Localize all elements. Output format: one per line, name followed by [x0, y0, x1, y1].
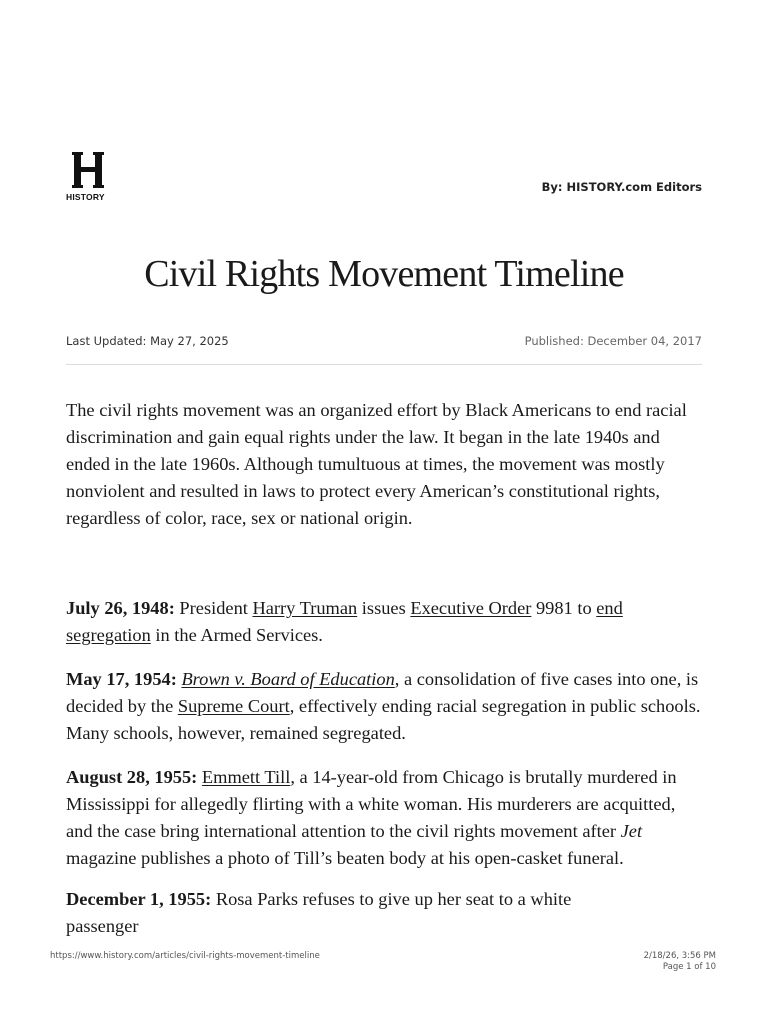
intro-paragraph: The civil rights movement was an organized effort by Black Americans to end racial discrimination and gain equal rights under the law. It began in the late 1940s and ended in the late 1960s. Although tumultuous at times, the movement was mostly nonviolent and resulted in laws to protect every American’s constitutional rights, regardless of color, race, sex or national origin.: [66, 400, 687, 528]
link-executive-order[interactable]: Executive Order: [410, 598, 532, 618]
history-logo[interactable]: [66, 150, 110, 202]
byline: By: HISTORY.com Editors: [541, 180, 702, 194]
entry-text: magazine publishes a photo of Till’s beaten body at his open-casket funeral.: [66, 848, 624, 868]
entry-text: President: [174, 598, 253, 618]
entry-text: issues: [357, 598, 411, 618]
print-datetime: 2/18/26, 3:56 PM: [643, 951, 716, 961]
footer-url: https://www.history.com/articles/civil-rights-movement-timeline: [50, 951, 320, 961]
entry-date: August 28, 1955:: [66, 767, 198, 787]
link-harry-truman[interactable]: Harry Truman: [252, 598, 358, 618]
page-title: Civil Rights Movement Timeline: [144, 253, 624, 295]
article-meta: [66, 334, 702, 348]
timeline-entry-cutoff: [66, 889, 626, 936]
history-h-icon: [66, 150, 110, 192]
entry-text: , a consolidation of five cases into one, is decided by the: [66, 669, 699, 716]
jet-magazine: Jet: [620, 821, 643, 841]
entry-date: July 26, 1948:: [66, 598, 175, 618]
entry-text: in the Armed Services.: [150, 625, 323, 645]
logo-wordmark: HISTORY: [66, 192, 105, 202]
entry-date: December 1, 1955:: [66, 889, 212, 909]
entry-date: May 17, 1954:: [66, 669, 177, 689]
page-number: Page 1 of 10: [662, 962, 716, 972]
published-date: Published: December 04, 2017: [524, 334, 702, 348]
timeline-entry: [66, 595, 706, 649]
link-supreme-court[interactable]: Supreme Court: [177, 696, 290, 716]
article-body: [66, 397, 706, 889]
divider: [66, 364, 702, 365]
footer-info: [644, 951, 716, 973]
timeline-entry: [66, 764, 706, 872]
entry-text: , effectively ending racial segregation in public schools. Many schools, however, remained segregated.: [66, 696, 701, 743]
link-emmett-till[interactable]: Emmett Till: [201, 767, 291, 787]
timeline-entry: [66, 666, 706, 747]
entry-text: Rosa Parks refuses to give up her seat to a white passenger: [66, 889, 572, 936]
link-end-segregation[interactable]: end segregation: [66, 598, 623, 645]
link-brown-v-board[interactable]: Brown v. Board of Education: [181, 669, 395, 689]
last-updated: Last Updated: May 27, 2025: [66, 334, 229, 348]
entry-text: 9981 to: [531, 598, 597, 618]
entry-text: , a 14-year-old from Chicago is brutally murdered in Mississippi for allegedly flirting with a white woman. His murderers are acquitted, and the case bring international attention to the civil rights movement after: [66, 767, 677, 841]
